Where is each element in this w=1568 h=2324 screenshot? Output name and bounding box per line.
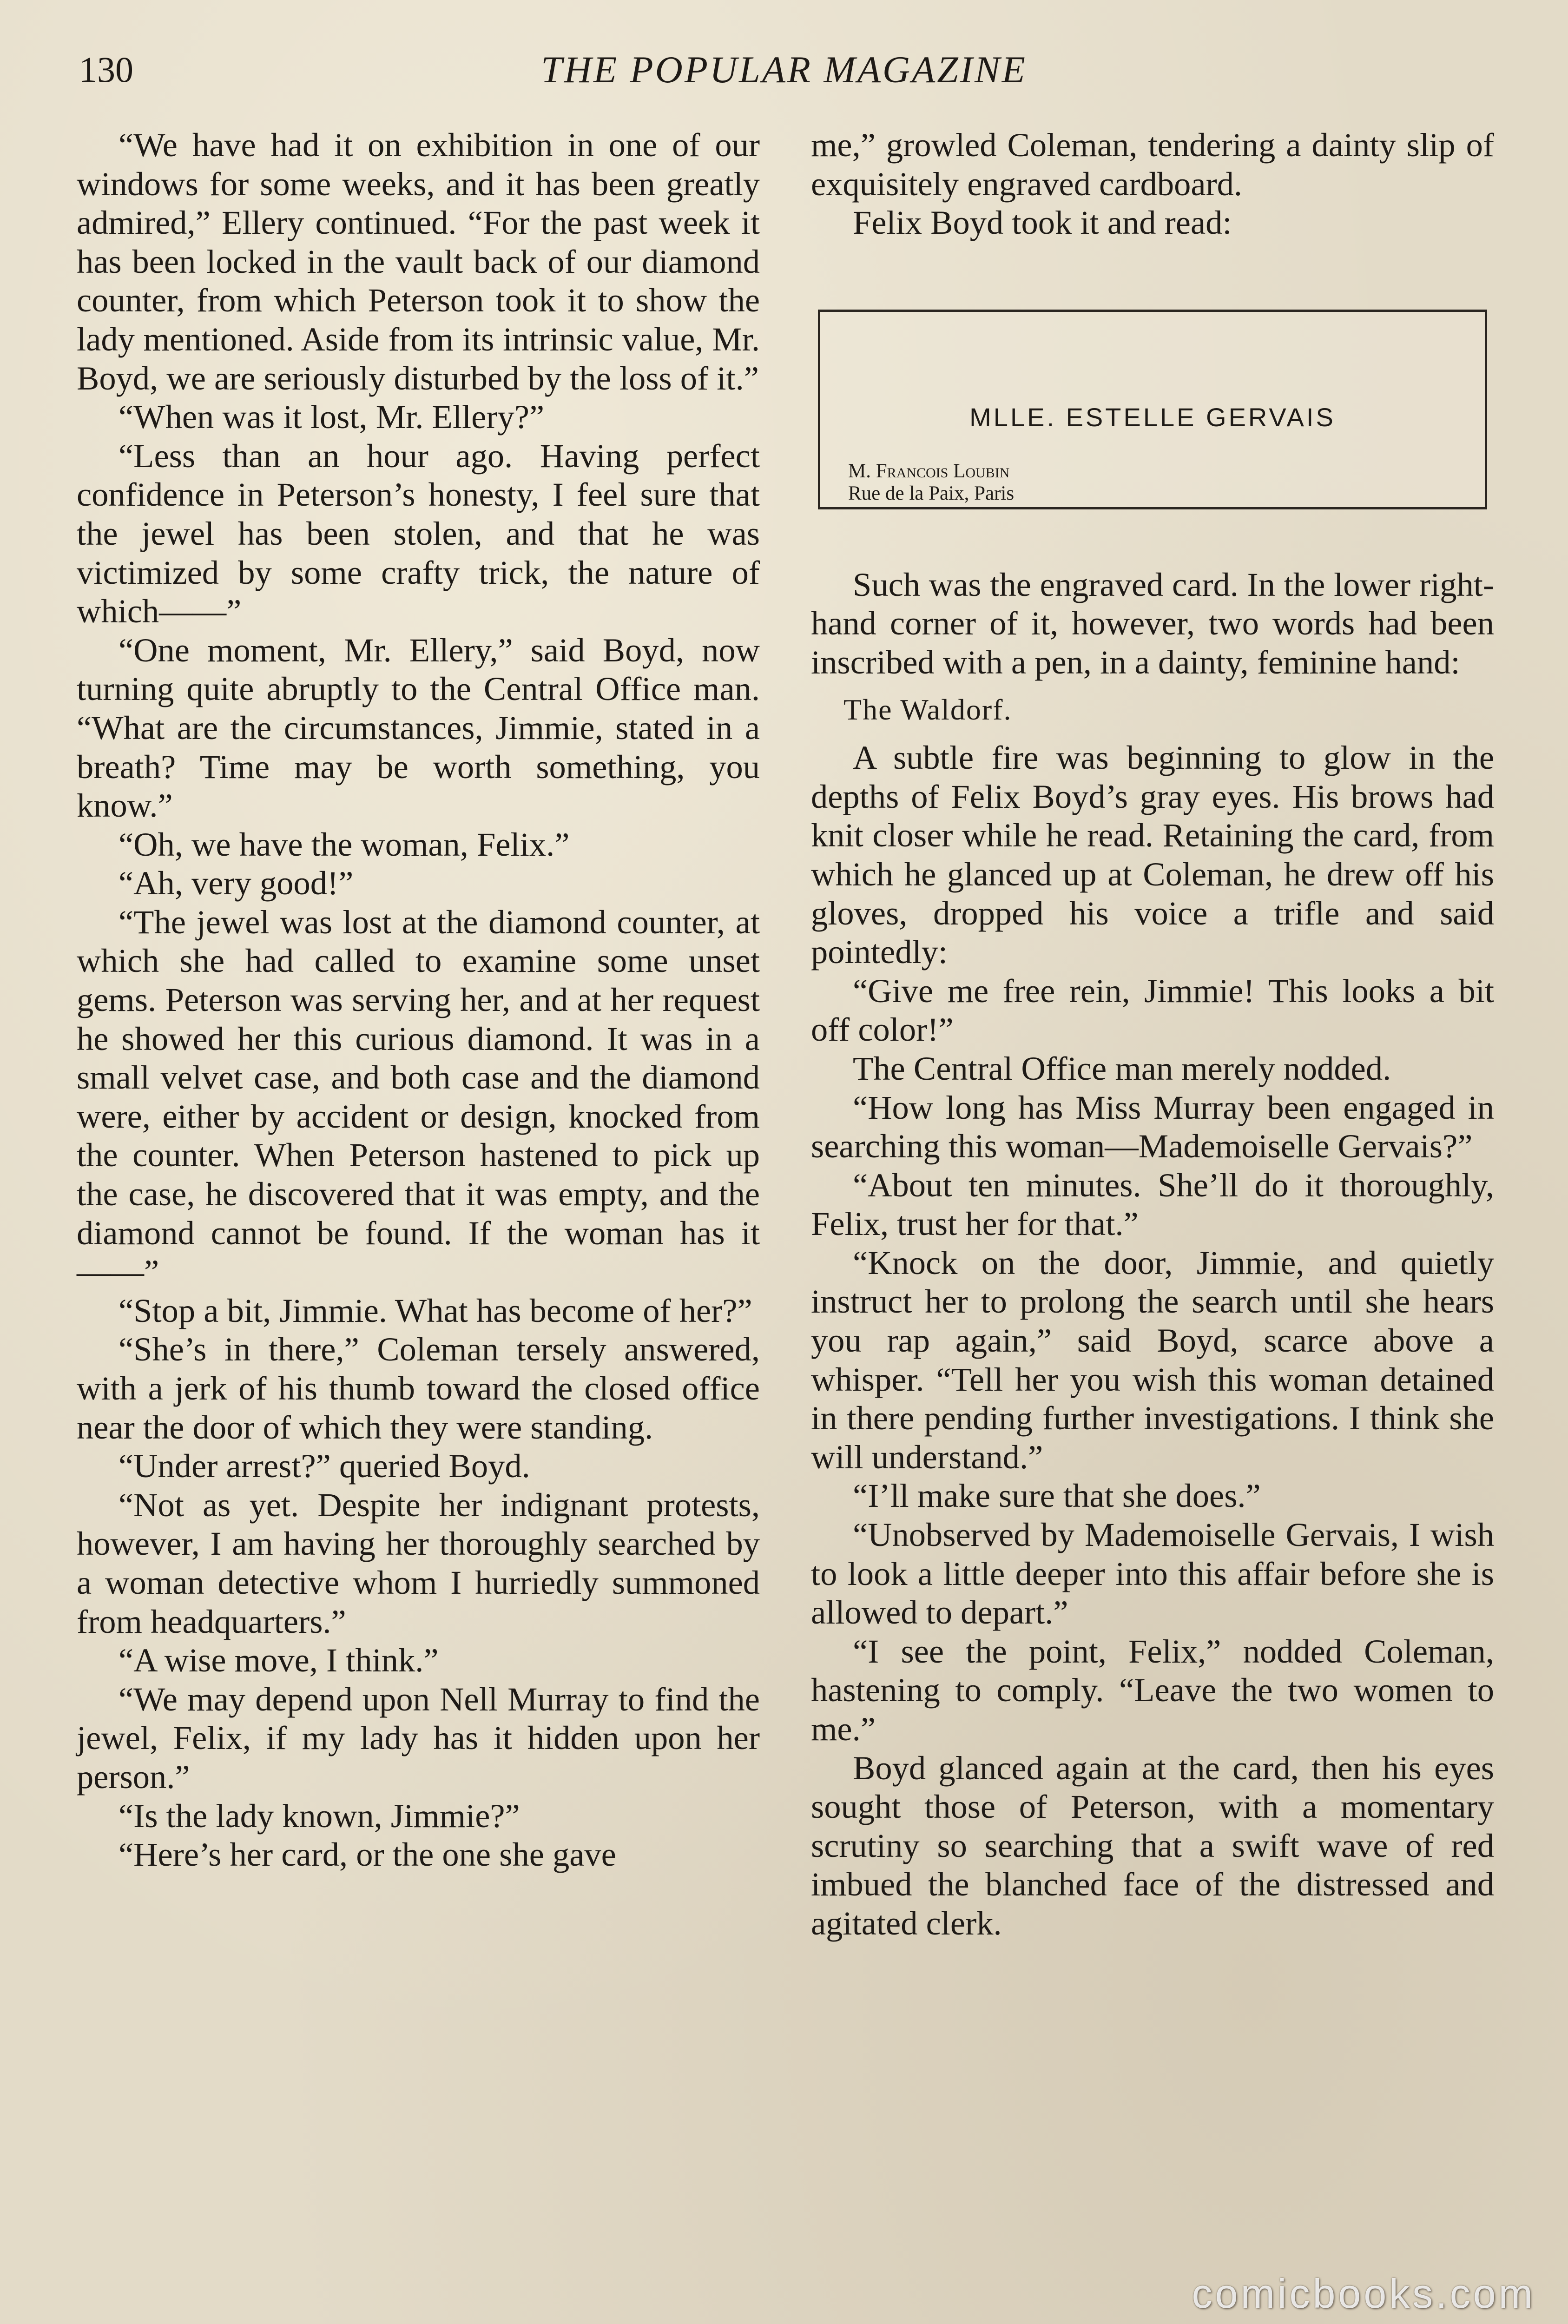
paragraph: “I see the point, Felix,” nodded Coleman, hastening to comply. “Leave the two women to me.” — [811, 1632, 1494, 1748]
paragraph: “We have had it on exhibition in one of our windows for some weeks, and it has been greatly admired,” Ellery continued. “For the past week it has been locked in the vault back of our diamond counter, from which Peterson took it to show the lady mentioned. Aside from its intrinsic value, Mr. Boyd, we are seriously disturbed by the loss of it.” — [77, 126, 760, 397]
handwritten-inscription: The Waldorf. — [843, 693, 1012, 726]
paragraph: “Stop a bit, Jimmie. What has become of her?” — [119, 1291, 752, 1329]
paragraph: “She’s in there,” Coleman tersely answered, with a jerk of his thumb toward the closed office near the door of which they were standing. — [77, 1330, 760, 1446]
card-name: MLLE. ESTELLE GERVAIS — [969, 402, 1336, 432]
right-column-top-text — [811, 125, 1494, 242]
paragraph: Such was the engraved card. In the lower right-hand corner of it, however, two words had been inscribed with a pen, in a dainty, feminine hand: — [811, 565, 1494, 681]
right-column — [811, 125, 1494, 1943]
paragraph: “The jewel was lost at the diamond counter, at which she had called to examine some unset gems. Peterson was serving her, and at her request he showed her this curious diamond. It was in a small velvet case, and both case and the diamond were, either by accident or design, knocked from the counter. When Peterson hastened to pick up the case, he discovered that it was empty, and the diamond cannot be found. If the woman has it——” — [77, 903, 760, 1291]
paragraph: “When was it lost, Mr. Ellery?” — [119, 398, 545, 436]
card-engraver: M. Francois Loubin — [848, 460, 1010, 482]
paragraph: “Here’s her card, or the one she gave — [119, 1835, 616, 1874]
paragraph: A subtle fire was beginning to glow in the depths of Felix Boyd’s gray eyes. His brows had knit closer while he read. Retaining the card, from which he glanced up at Coleman, he drew off his gloves, dropped his voice a trifle and said pointedly: — [811, 739, 1494, 971]
page-number: 130 — [79, 49, 133, 90]
card-address: Rue de la Paix, Paris — [848, 482, 1015, 504]
right-column-mid-text — [811, 565, 1494, 682]
paragraph: “I’ll make sure that she does.” — [853, 1477, 1261, 1515]
running-head: THE POPULAR MAGAZINE — [541, 48, 1027, 91]
calling-card — [818, 310, 1487, 509]
paragraph: me,” growled Coleman, tendering a dainty slip of exquisitely engraved cardboard. — [811, 126, 1494, 203]
right-column-bottom-text — [811, 738, 1494, 1942]
paragraph: Felix Boyd took it and read: — [853, 204, 1232, 242]
watermark: comicbooks.com — [1192, 2271, 1535, 2317]
paragraph: “We may depend upon Nell Murray to find the jewel, Felix, if my lady has it hidden upon her person.” — [77, 1680, 760, 1796]
page-header — [79, 44, 1489, 95]
left-column — [77, 125, 760, 1874]
paragraph: “Knock on the door, Jimmie, and quietly instruct her to prolong the search until she hears you rap again,” said Boyd, scarce above a whisper. “Tell her you wish this woman detained in there pending further investigations. I think she will understand.” — [811, 1243, 1494, 1476]
paragraph: “Is the lady known, Jimmie?” — [119, 1796, 520, 1835]
paragraph: “Ah, very good!” — [119, 864, 354, 902]
paragraph: “How long has Miss Murray been engaged in searching this woman—Mademoiselle Gervais?” — [811, 1088, 1494, 1165]
paragraph: “Give me free rein, Jimmie! This looks a bit off color!” — [811, 971, 1494, 1049]
paragraph: Boyd glanced again at the card, then his eyes sought those of Peterson, with a momentary scrutiny so searching that a swift wave of red imbued the blanched face of the distressed and agitated clerk. — [811, 1749, 1494, 1942]
paragraph: “One moment, Mr. Ellery,” said Boyd, now turning quite abruptly to the Central Office man. “What are the circumstances, Jimmie, stated in a breath? Time may be worth something, you know.” — [77, 631, 760, 825]
paragraph: “A wise move, I think.” — [119, 1641, 439, 1679]
paragraph: “Oh, we have the woman, Felix.” — [119, 825, 570, 863]
paragraph: “Less than an hour ago. Having perfect confidence in Peterson’s honesty, I feel sure that the jewel has been stolen, and that he was victimized by some crafty trick, the nature of which——” — [77, 436, 760, 630]
paragraph: The Central Office man merely nodded. — [853, 1049, 1391, 1087]
paragraph: “About ten minutes. She’ll do it thoroughly, Felix, trust her for that.” — [811, 1166, 1494, 1243]
paragraph: “Unobserved by Mademoiselle Gervais, I wish to look a little deeper into this affair before she is allowed to depart.” — [811, 1516, 1494, 1631]
paragraph: “Under arrest?” queried Boyd. — [119, 1447, 530, 1485]
paragraph: “Not as yet. Despite her indignant protests, however, I am having her thoroughly searched by a woman detective whom I hurriedly summoned from headquarters.” — [77, 1486, 760, 1640]
